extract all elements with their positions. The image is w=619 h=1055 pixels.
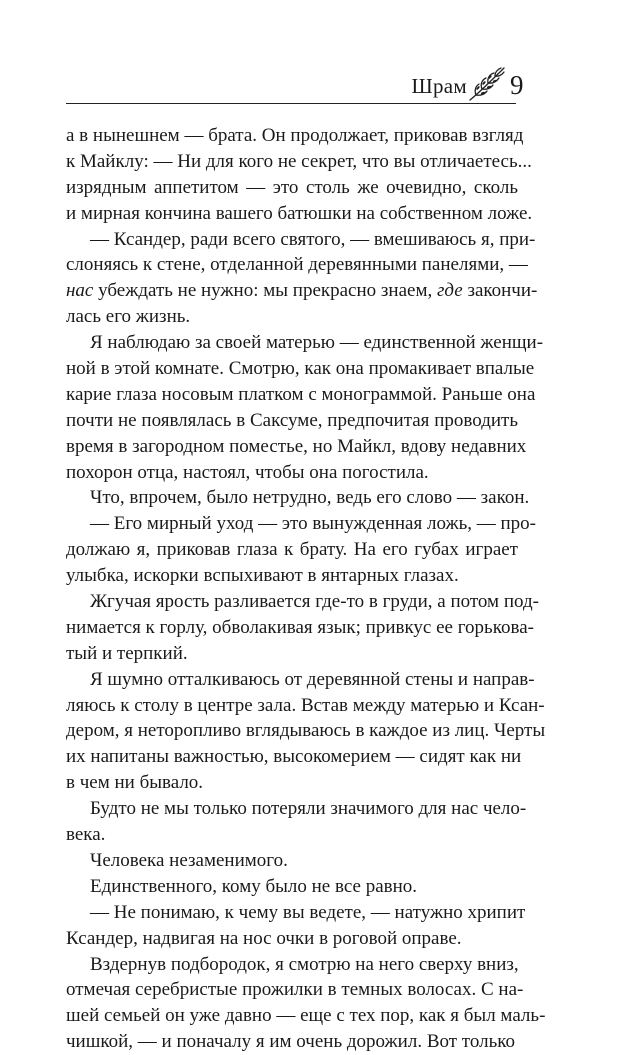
paragraph (66, 589, 518, 667)
paragraph (66, 848, 518, 874)
text-line: нимается к горлу, обволакивая язык; привкус ее горькова- (66, 615, 518, 641)
text-line: изрядным аппетитом — это столь же очевидно, сколь (66, 175, 518, 201)
sprig-ornament-icon (467, 64, 507, 104)
text-line: похорон отца, настоял, чтобы она погостила. (66, 460, 518, 486)
text-line: а в нынешнем — брата. Он продолжает, приковав взгляд (66, 123, 518, 149)
text-line: к Майклу: — Ни для кого не секрет, что вы отличаетесь... (66, 149, 518, 175)
text-line: шей семьей он уже давно — еще с тех пор, как я был маль- (66, 1003, 518, 1029)
paragraph (66, 485, 518, 511)
italic-word: нас (66, 280, 93, 301)
text-line: Человека незаменимого. (66, 848, 518, 874)
page-header (0, 0, 619, 110)
text-line: в чем ни бывало. (66, 770, 518, 796)
text-line: Я наблюдаю за своей матерью — единственной женщи- (66, 330, 518, 356)
text-line: Жгучая ярость разливается где-то в груди, а потом под- (66, 589, 518, 615)
paragraph (66, 227, 518, 331)
paragraph (66, 874, 518, 900)
text-run: убеждать не нужно: мы прекрасно знаем, (93, 280, 437, 301)
page-number: 9 (510, 70, 524, 101)
paragraph (66, 796, 518, 848)
text-line: Вздернув подбородок, я смотрю на него сверху вниз, (66, 952, 518, 978)
text-line: — Ксандер, ради всего святого, — вмешиваюсь я, при- (66, 227, 518, 253)
text-line: и мирная кончина вашего батюшки на собственном ложе. (66, 201, 518, 227)
text-run: закончи- (463, 280, 538, 301)
header-rule (66, 103, 516, 104)
paragraph (66, 900, 518, 952)
body-text (66, 123, 518, 1055)
text-line: века. (66, 822, 518, 848)
text-line: ляюсь к столу в центре зала. Встав между матерью и Ксан- (66, 693, 518, 719)
italic-word: где (437, 280, 463, 301)
paragraph (66, 511, 518, 589)
text-line: Будто не мы только потеряли значимого для нас чело- (66, 796, 518, 822)
text-line: Что, впрочем, было нетрудно, ведь его слово — закон. (66, 485, 518, 511)
text-line: дером, я неторопливо вглядываюсь в каждое из лиц. Черты (66, 718, 518, 744)
text-line: — Его мирный уход — это вынужденная ложь, — про- (66, 511, 518, 537)
text-line (66, 278, 518, 304)
text-line: тый и терпкий. (66, 641, 518, 667)
text-line: слоняясь к стене, отделанной деревянными панелями, — (66, 252, 518, 278)
text-line: ной в этой комнате. Смотрю, как она промакивает впалые (66, 356, 518, 382)
text-line: отмечая серебристые прожилки в темных волосах. С на- (66, 977, 518, 1003)
text-line: чишкой, — и поначалу я им очень дорожил. Вот только (66, 1029, 518, 1055)
text-line: карие глаза носовым платком с монограммой. Раньше она (66, 382, 518, 408)
text-line: Ксандер, надвигая на нос очки в роговой оправе. (66, 926, 518, 952)
paragraph (66, 952, 518, 1055)
text-line: почти не появлялась в Саксуме, предпочитая проводить (66, 408, 518, 434)
paragraph (66, 667, 518, 796)
text-line: должаю я, приковав глаза к брату. На его губах играет (66, 537, 518, 563)
paragraph (66, 123, 518, 227)
text-line: время в загородном поместье, но Майкл, вдову недавних (66, 434, 518, 460)
text-line: Я шумно отталкиваюсь от деревянной стены и направ- (66, 667, 518, 693)
text-line: — Не понимаю, к чему вы ведете, — натужно хрипит (66, 900, 518, 926)
paragraph (66, 330, 518, 485)
text-line: Единственного, кому было не все равно. (66, 874, 518, 900)
text-line: улыбка, искорки вспыхивают в янтарных глазах. (66, 563, 518, 589)
running-title: Шрам (412, 74, 468, 99)
text-line: лась его жизнь. (66, 304, 518, 330)
text-line: их напитаны важностью, высокомерием — сидят как ни (66, 744, 518, 770)
